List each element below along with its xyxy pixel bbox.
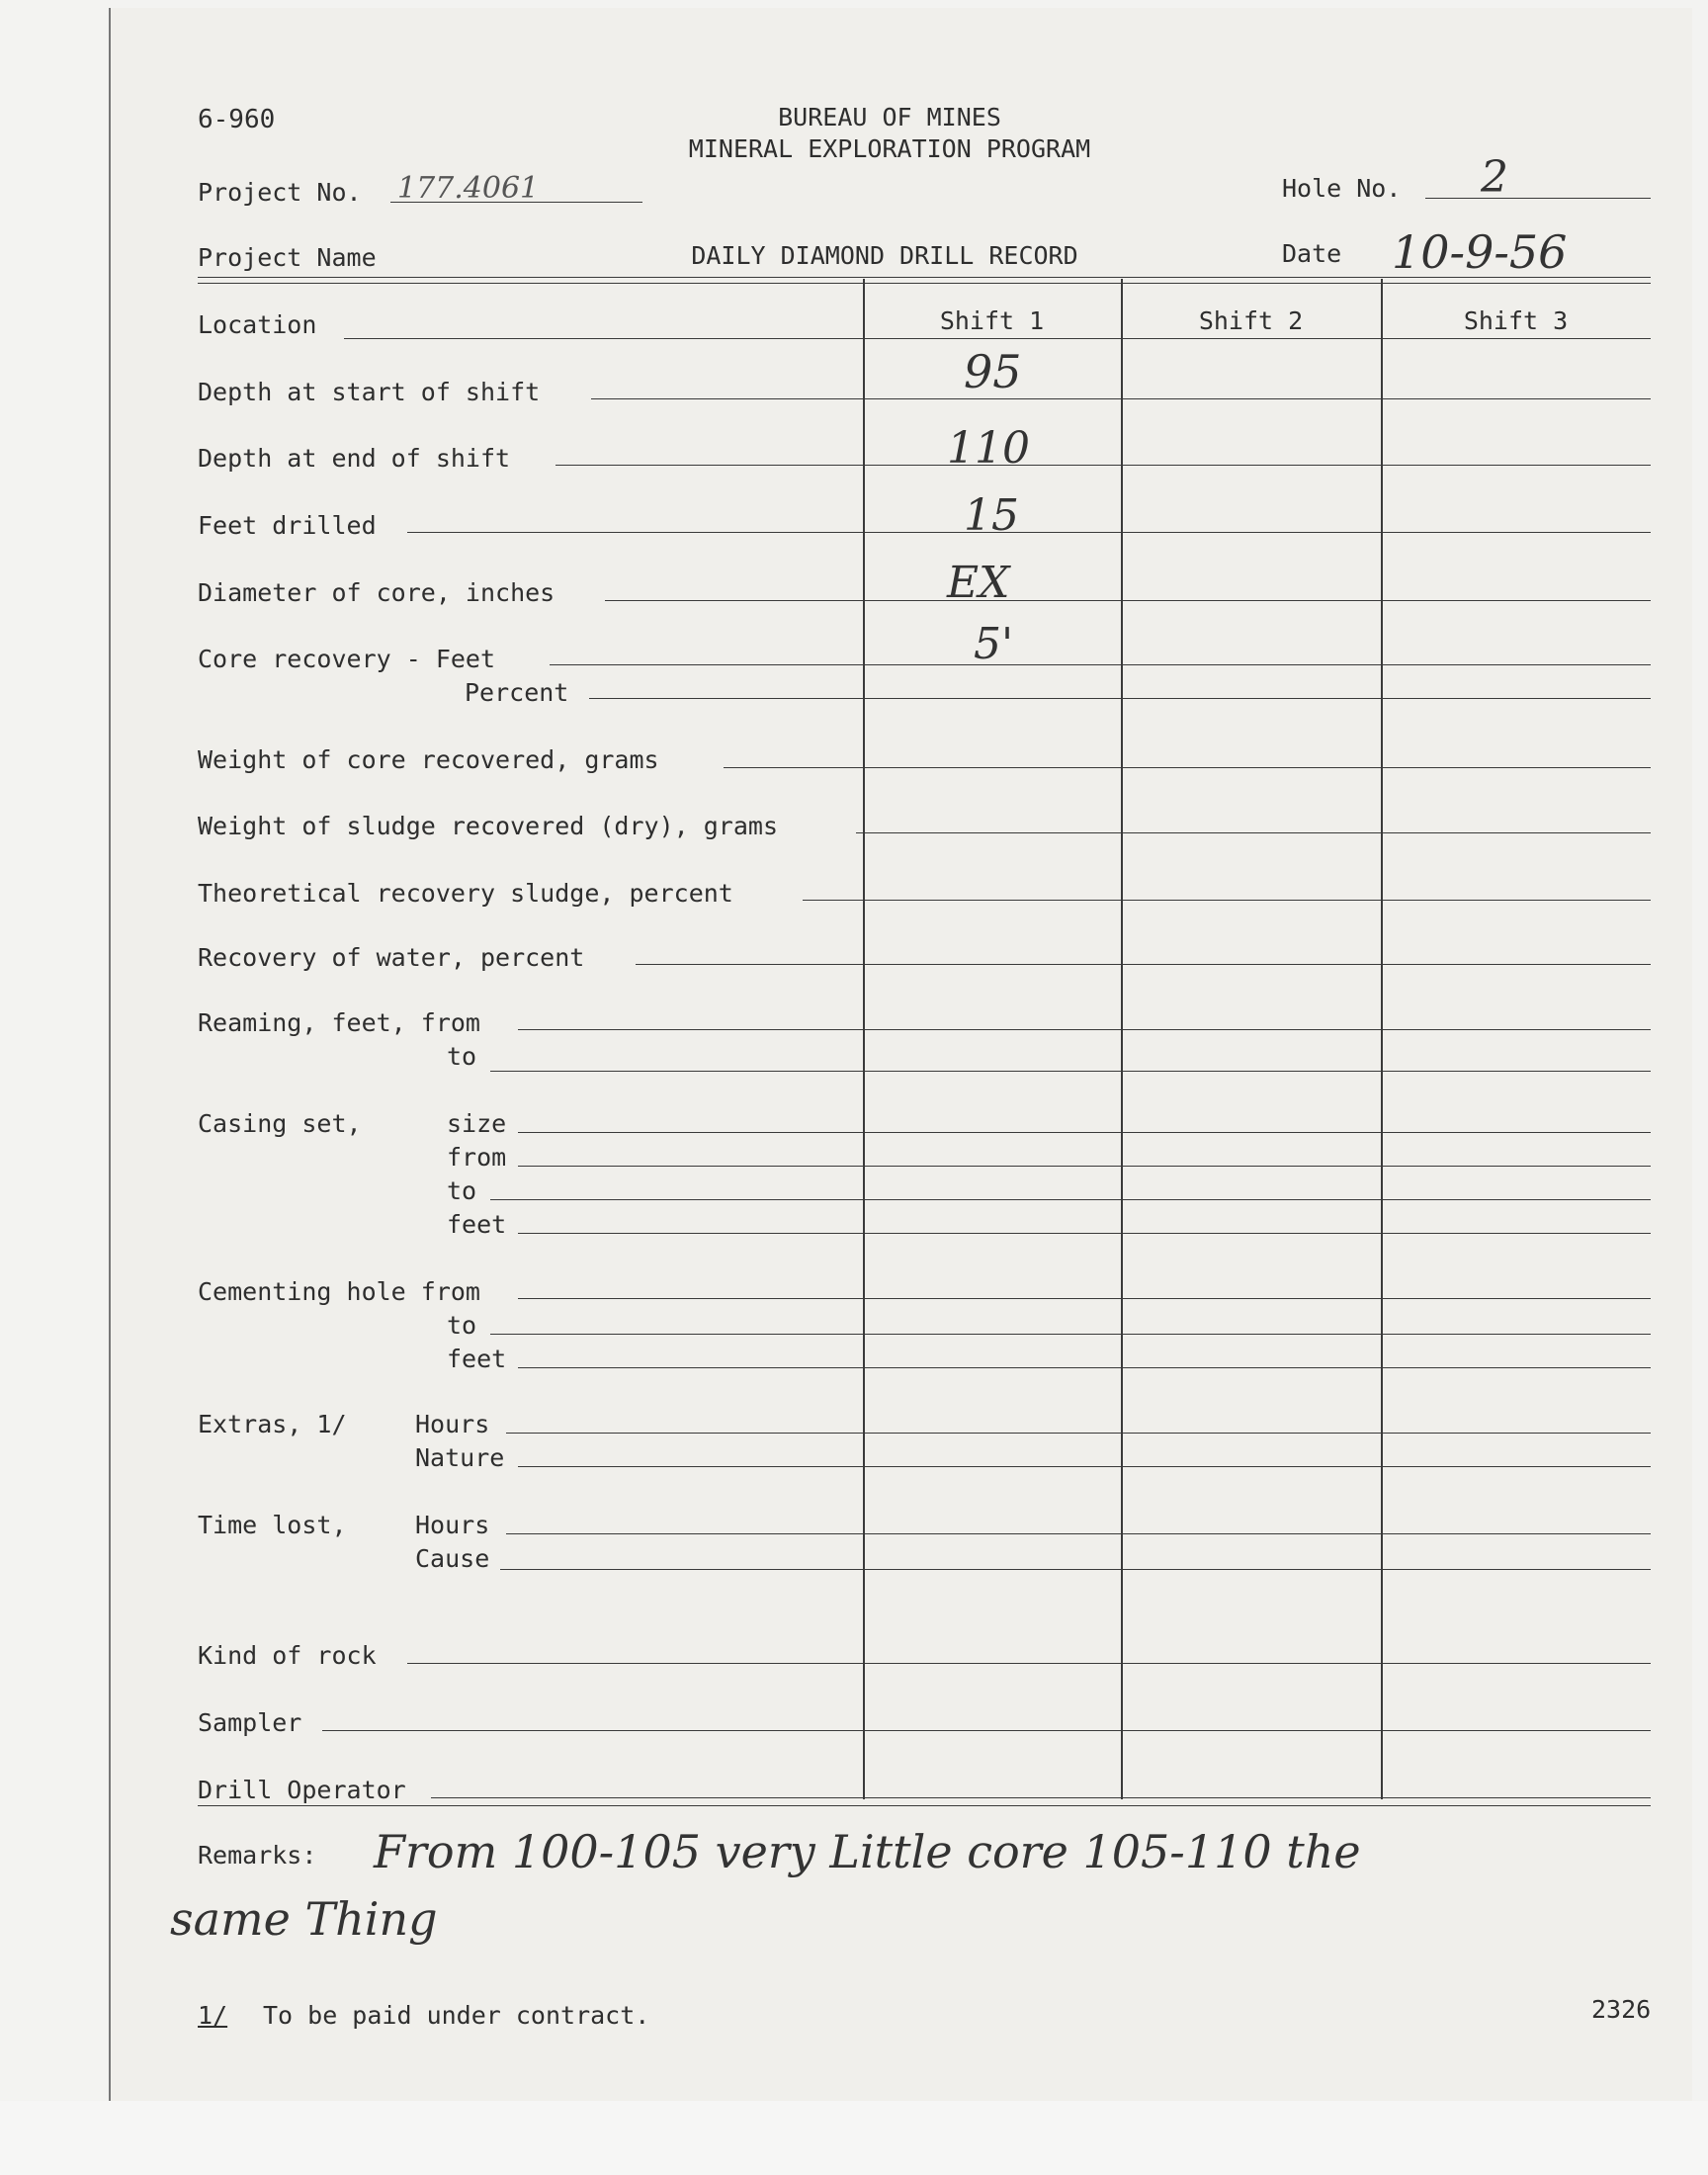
form-number: 6-960 bbox=[198, 105, 276, 134]
top-rule-2 bbox=[198, 283, 1651, 284]
column-divider-2 bbox=[1121, 279, 1123, 1799]
depth-start-line bbox=[591, 398, 1651, 399]
shift1-depth-start: 95 bbox=[964, 345, 1022, 398]
location-line bbox=[344, 338, 1651, 339]
casing-from-label: from bbox=[447, 1143, 507, 1172]
cementing-to-line bbox=[490, 1334, 1651, 1335]
weight-sludge-label: Weight of sludge recovered (dry), grams bbox=[198, 812, 778, 840]
top-rule bbox=[198, 277, 1651, 278]
footnote-text: To be paid under contract. bbox=[263, 2001, 650, 2030]
remarks-line-1: From 100-105 very Little core 105-110 the bbox=[374, 1825, 1361, 1878]
shift-2-header: Shift 2 bbox=[1198, 306, 1304, 335]
cementing-from-line bbox=[518, 1298, 1651, 1299]
extras-hours-line bbox=[506, 1433, 1651, 1434]
bottom-rule bbox=[198, 1805, 1651, 1806]
feet-drilled-line bbox=[407, 532, 1651, 533]
drill-operator-label: Drill Operator bbox=[198, 1776, 406, 1804]
shift1-depth-end: 110 bbox=[947, 423, 1030, 474]
theoretical-sludge-label: Theoretical recovery sludge, percent bbox=[198, 879, 733, 908]
depth-end-line bbox=[555, 465, 1651, 466]
shift1-diameter: EX bbox=[947, 558, 1010, 608]
diameter-label: Diameter of core, inches bbox=[198, 578, 555, 607]
reaming-to-label: to bbox=[447, 1042, 477, 1071]
shift1-feet-drilled: 15 bbox=[964, 490, 1019, 541]
diameter-line bbox=[605, 600, 1651, 601]
page-number: 2326 bbox=[1591, 1995, 1652, 2024]
recovery-water-line bbox=[636, 964, 1651, 965]
casing-from-line bbox=[518, 1166, 1651, 1167]
program-title: MINERAL EXPLORATION PROGRAM bbox=[688, 134, 1091, 163]
time-lost-hours-line bbox=[506, 1533, 1651, 1534]
sampler-label: Sampler bbox=[198, 1708, 302, 1737]
casing-label: Casing set, bbox=[198, 1109, 362, 1138]
core-recovery-percent-label: Percent bbox=[465, 678, 569, 707]
cementing-to-label: to bbox=[447, 1311, 477, 1340]
extras-hours-label: Hours bbox=[415, 1410, 490, 1438]
date-value: 10-9-56 bbox=[1392, 225, 1568, 279]
column-divider-3 bbox=[1381, 279, 1383, 1799]
record-title: DAILY DIAMOND DRILL RECORD bbox=[691, 241, 1078, 270]
sampler-line bbox=[322, 1730, 1651, 1731]
core-feet-line bbox=[550, 664, 1651, 665]
weight-core-line bbox=[724, 767, 1651, 768]
casing-size-line bbox=[518, 1132, 1651, 1133]
remarks-line-2: same Thing bbox=[170, 1892, 438, 1946]
casing-to-label: to bbox=[447, 1176, 477, 1205]
shift-3-header: Shift 3 bbox=[1463, 306, 1569, 335]
drill-operator-line bbox=[431, 1797, 1651, 1798]
time-lost-cause-label: Cause bbox=[415, 1544, 490, 1573]
weight-core-label: Weight of core recovered, grams bbox=[198, 745, 659, 774]
core-percent-line bbox=[589, 698, 1651, 699]
recovery-water-label: Recovery of water, percent bbox=[198, 943, 585, 972]
time-lost-cause-line bbox=[500, 1569, 1651, 1570]
extras-label: Extras, 1/ bbox=[198, 1410, 347, 1438]
agency-title: BUREAU OF MINES bbox=[778, 103, 1001, 131]
project-no-label: Project No. bbox=[198, 178, 362, 207]
casing-size-label: size bbox=[447, 1109, 507, 1138]
kind-of-rock-line bbox=[407, 1663, 1651, 1664]
cementing-feet-line bbox=[518, 1367, 1651, 1368]
column-divider-1 bbox=[863, 279, 865, 1799]
casing-feet-line bbox=[518, 1233, 1651, 1234]
reaming-label: Reaming, feet, from bbox=[198, 1008, 480, 1037]
shift-1-header: Shift 1 bbox=[939, 306, 1045, 335]
feet-drilled-label: Feet drilled bbox=[198, 511, 377, 540]
footnote-marker: 1/ bbox=[198, 2001, 228, 2030]
hole-no-value: 2 bbox=[1481, 152, 1508, 203]
shift1-core-recovery-feet: 5' bbox=[974, 619, 1014, 669]
extras-nature-line bbox=[518, 1466, 1651, 1467]
extras-nature-label: Nature bbox=[415, 1443, 505, 1472]
hole-no-line bbox=[1425, 198, 1651, 199]
hole-no-label: Hole No. bbox=[1282, 174, 1402, 203]
depth-end-label: Depth at end of shift bbox=[198, 444, 511, 473]
project-no-value: 177.4061 bbox=[397, 171, 540, 206]
cementing-feet-label: feet bbox=[447, 1345, 507, 1373]
depth-start-label: Depth at start of shift bbox=[198, 378, 541, 406]
location-label: Location bbox=[198, 310, 317, 339]
theoretical-sludge-line bbox=[803, 900, 1651, 901]
project-name-label: Project Name bbox=[198, 243, 377, 272]
kind-of-rock-label: Kind of rock bbox=[198, 1641, 377, 1670]
casing-feet-label: feet bbox=[447, 1210, 507, 1239]
core-recovery-feet-label: Core recovery - Feet bbox=[198, 645, 496, 673]
time-lost-hours-label: Hours bbox=[415, 1511, 490, 1539]
reaming-from-line bbox=[518, 1029, 1651, 1030]
scan-margin bbox=[0, 2101, 1708, 2175]
date-label: Date bbox=[1282, 239, 1342, 268]
remarks-label: Remarks: bbox=[198, 1841, 317, 1870]
reaming-to-line bbox=[490, 1071, 1651, 1072]
time-lost-label: Time lost, bbox=[198, 1511, 347, 1539]
casing-to-line bbox=[490, 1199, 1651, 1200]
weight-sludge-line bbox=[856, 832, 1651, 833]
cementing-label: Cementing hole from bbox=[198, 1277, 480, 1306]
